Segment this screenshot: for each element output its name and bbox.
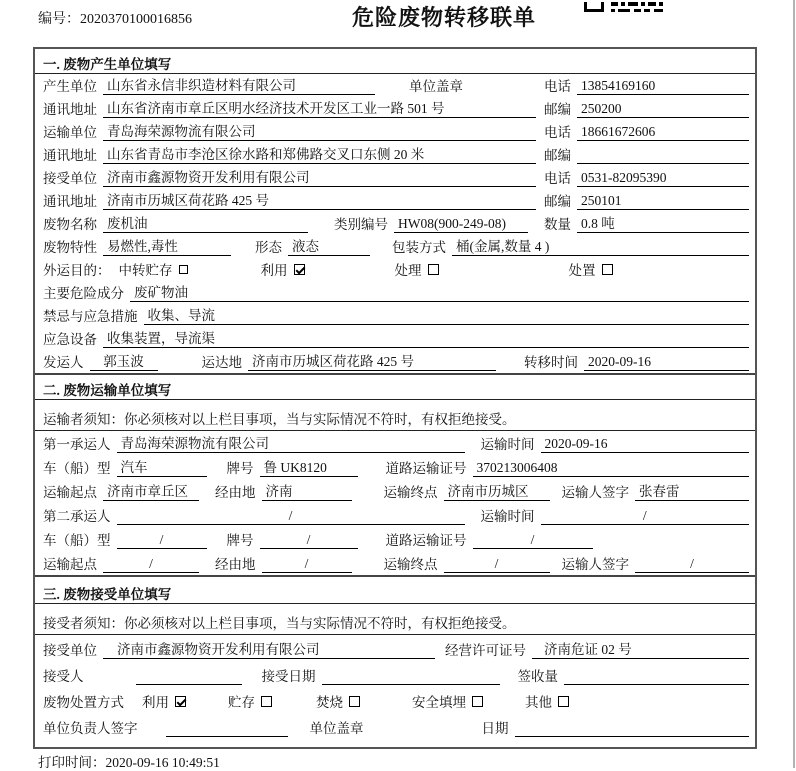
receive-person-row [35,661,755,687]
option-label: 处置 [568,263,596,278]
receiver-value: 济南市鑫源物资开发利用有限公司 [103,166,536,187]
date-label: 日期 [481,721,509,736]
print-time-value: 2020-09-16 10:49:51 [105,755,220,770]
transfer-time-label: 转移时间 [524,355,578,370]
road-license-value: 370213006408 [473,460,750,477]
waste-property-value: 易燃性,毒性 [103,235,231,256]
option-label: 利用 [260,263,288,278]
emergency-measures-value: 收集、导流 [144,304,750,325]
carrier2-value: / [117,508,465,525]
vehicle-type-label: 车（船）型 [43,533,111,548]
route1-row [35,479,755,503]
road-license-label: 道路运输证号 [385,533,467,548]
zip-label: 邮编 [544,102,571,117]
category-value: HW08(900-249-08) [394,216,528,233]
hazard-label: 主要危险成分 [43,286,124,301]
hazard-row [35,281,755,304]
carrier-sign-value: 张春雷 [635,480,749,501]
emergency-equipment-row [35,327,755,350]
form-value: 液态 [288,235,370,256]
carrier2-row [35,503,755,527]
sign-amount-value [564,684,749,685]
section-producer-title: 一. 废物产生单位填写 [35,49,755,74]
emergency-measures-row [35,304,755,327]
receiver-phone-value: 0531-82095390 [577,170,749,187]
checkbox-checked-icon [175,696,186,707]
road-license-label: 道路运输证号 [385,461,467,476]
quantity-label: 数量 [544,217,571,232]
receive-unit-label: 接受单位 [43,643,97,658]
purpose-option-utilize [261,259,305,279]
section-receive [35,575,755,739]
manifest-form [33,47,757,749]
carrier1-row [35,431,755,455]
serial-number: 2020370100016856 [80,12,192,27]
checkbox-checked-icon [294,264,305,275]
purpose-row [35,258,755,281]
producer-address-row [35,97,755,120]
address-label: 通讯地址 [43,102,97,117]
waste-property-row [35,235,755,258]
producer-phone-value: 13854169160 [577,78,749,95]
section-transport-title: 二. 废物运输单位填写 [35,375,755,400]
receiver-row [35,166,755,189]
section-receive-title: 三. 废物接受单位填写 [35,577,755,604]
disposal-option-store [228,691,272,711]
section-producer [35,49,755,373]
route-end-label: 运输终点 [383,557,438,572]
transport-time-value: 2020-09-16 [541,436,750,453]
receiver-zip-value: 250101 [577,193,749,210]
carrier1-value: 青岛海荣源物流有限公司 [117,432,465,453]
producer-address-value: 山东省济南市章丘区明水经济技术开发区工业一路 501 号 [103,97,536,118]
route-start-label: 运输起点 [43,485,97,500]
unit-seal-label: 单位盖章 [309,721,364,736]
receive-date-label: 接受日期 [261,669,316,684]
option-label: 安全填埋 [412,695,466,710]
transporter-address-value: 山东省青岛市李沧区徐水路和郑佛路交叉口东侧 20 米 [103,143,536,164]
plate-value: 鲁 UK8120 [260,456,358,477]
route-start-value: 济南市章丘区 [103,480,199,501]
receiver-label: 接受单位 [43,171,97,186]
seal-label: 单位盖章 [409,79,463,94]
receive-unit-row [35,635,755,661]
plate-value: / [260,532,358,549]
emergency-measures-label: 禁忌与应急措施 [43,309,138,324]
disposal-option-utilize [142,691,186,711]
option-label: 贮存 [228,695,255,710]
producer-label: 产生单位 [43,79,97,94]
option-label: 其他 [525,695,552,710]
vehicle-type-value: 汽车 [117,456,207,477]
checkbox-unchecked-icon [602,264,613,275]
sign-amount-label: 签收量 [517,669,558,684]
address-label: 通讯地址 [43,194,97,209]
option-label: 利用 [142,695,169,710]
vehicle-type-label: 车（船）型 [43,461,111,476]
receiver-address-value: 济南市历城区荷花路 425 号 [103,189,536,210]
route-start-value: / [103,556,199,573]
plate-label: 牌号 [226,461,254,476]
serial-label: 编号： [38,12,80,27]
receiver-address-row [35,189,755,212]
form-label: 形态 [255,240,282,255]
transporter-phone-value: 18661672606 [577,124,749,141]
purpose-option-dispose [569,259,613,279]
producer-value: 山东省永信非织造材料有限公司 [103,74,375,95]
vehicle-type-value: / [117,532,207,549]
print-time-line [38,751,220,771]
operating-license-label: 经营许可证号 [445,643,526,658]
packing-label: 包装方式 [392,240,446,255]
waste-name-value: 废机油 [103,212,308,233]
quantity-value: 0.8 吨 [577,212,749,233]
carrier-sign-label: 运输人签字 [561,557,629,572]
dispatch-row [35,350,755,373]
window-right-edge [793,0,795,768]
disposal-option-other [525,691,569,711]
dispatcher-label: 发运人 [43,355,84,370]
destination-label: 运达地 [201,355,242,370]
receiver-notice: 接受者须知：你必须核对以上栏目事项，当与实际情况不符时，有权拒绝接受。 [35,604,755,635]
checkbox-unchecked-icon [179,265,188,274]
transfer-time-value: 2020-09-16 [584,354,749,371]
address-label: 通讯地址 [43,148,97,163]
destination-value: 济南市历城区荷花路 425 号 [248,350,496,371]
option-label: 中转贮存 [118,263,173,278]
waste-name-label: 废物名称 [43,217,97,232]
page-title: 危险废物转移联单 [351,5,536,30]
hazard-value: 废矿物油 [130,281,749,302]
transporter-notice: 运输者须知：你必须核对以上栏目事项，当与实际情况不符时，有权拒绝接受。 [35,400,755,431]
print-time-label: 打印时间： [38,755,106,770]
disposal-option-landfill [412,691,483,711]
section-transport [35,373,755,575]
producer-zip-value: 250200 [577,101,749,118]
purpose-label: 外运目的： [43,263,111,278]
disposal-label: 废物处置方式 [43,695,124,710]
phone-label: 电话 [544,171,571,186]
packing-value: 桶(金属,数量 4 ) [452,235,749,256]
option-label: 焚烧 [316,695,343,710]
transporter-label: 运输单位 [43,125,97,140]
route-end-value: 济南市历城区 [444,480,550,501]
date-value [515,736,750,737]
transporter-zip-value [577,163,749,164]
checkbox-unchecked-icon [472,696,483,707]
purpose-option-treat [395,259,439,279]
emergency-equipment-label: 应急设备 [43,332,97,347]
receive-person-value [136,684,242,685]
disposal-option-incinerate [316,691,360,711]
route-end-label: 运输终点 [383,485,438,500]
producer-row [35,74,755,97]
waste-property-label: 废物特性 [43,240,97,255]
checkbox-unchecked-icon [349,696,360,707]
receive-person-label: 接受人 [43,669,84,684]
carrier2-label: 第二承运人 [43,509,111,524]
carrier-sign-label: 运输人签字 [561,485,629,500]
road-license-value: / [473,532,593,549]
category-label: 类别编号 [334,217,388,232]
signature-row [35,713,755,739]
receive-date-value [322,684,500,685]
receive-unit-value: 济南市鑫源物资开发利用有限公司 [103,638,435,659]
vehicle1-row [35,455,755,479]
checkbox-unchecked-icon [558,696,569,707]
emergency-equipment-value: 收集装置，导流渠 [103,327,749,348]
checkbox-unchecked-icon [428,264,439,275]
disposal-row [35,687,755,713]
route2-row [35,551,755,575]
route-via-label: 经由地 [215,485,256,500]
zip-label: 邮编 [544,194,571,209]
transporter-value: 青岛海荣源物流有限公司 [103,120,536,141]
route-end-value: / [444,556,550,573]
vehicle2-row [35,527,755,551]
responsible-signature-value [166,736,288,737]
route-via-label: 经由地 [215,557,256,572]
carrier-sign-value: / [635,556,749,573]
route-via-value: 济南 [262,480,352,501]
route-start-label: 运输起点 [43,557,97,572]
transport-time-label: 运输时间 [480,437,535,452]
carrier1-label: 第一承运人 [43,437,111,452]
waste-name-row [35,212,755,235]
dispatcher-value: 郭玉波 [90,350,158,371]
transport-time-value: / [541,508,750,525]
plate-label: 牌号 [226,533,254,548]
purpose-option-transfer [119,259,188,279]
transporter-address-row [35,143,755,166]
transporter-row [35,120,755,143]
route-via-value: / [262,556,352,573]
zip-label: 邮编 [544,148,571,163]
checkbox-unchecked-icon [261,696,272,707]
responsible-signature-label: 单位负责人签字 [43,721,138,736]
phone-label: 电话 [544,125,571,140]
phone-label: 电话 [544,79,571,94]
transport-time-label: 运输时间 [480,509,535,524]
option-label: 处理 [394,263,422,278]
operating-license-value: 济南危证 02 号 [532,638,749,659]
